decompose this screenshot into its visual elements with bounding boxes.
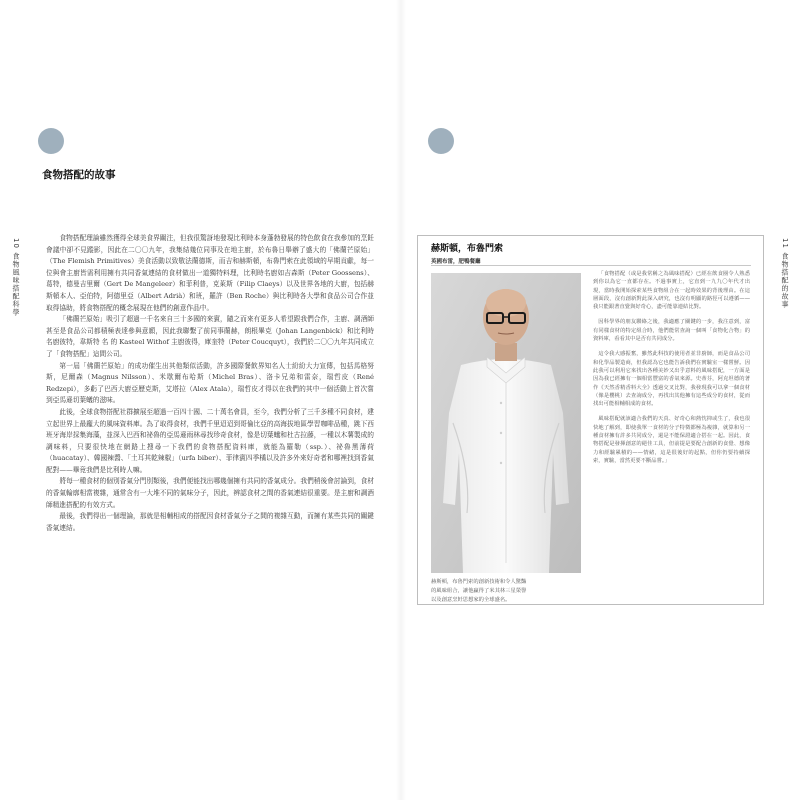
chapter-title: 食物搭配的故事 bbox=[42, 169, 116, 181]
sidebar-text bbox=[593, 270, 750, 472]
body-paragraph: 最後，我們得出一個理論，那就是相輔相成的搭配因食材香氣分子之間的複雜互動，而擁有某些共同的關鍵香氣連結。 bbox=[46, 512, 374, 532]
sidebar-paragraph: 因科學界的朋友聯絡之後，我適應了關鍵的一步，我注意到，富有同樣食材的特定組合時，他們能常查詢一個叫「食物化合物」的資料庫，看看其中是否有共同成分。 bbox=[593, 319, 750, 343]
sidebar-paragraph: 「食物搭配（或是我常稱之為風味搭配）已經在飲食圈令人熟悉到你以為它一直都存在。不過事實上，它直到一九九〇年代才出現，當時我開始探索某些食物組合在一起時效果的背後理由。在這層面段，沒有創新對此深入研究，也沒有明顯的路徑可以遵循——我只能跟著直覺與好奇心，盡可能靠連結比對。 bbox=[593, 271, 750, 311]
chef-portrait-photo bbox=[431, 273, 581, 573]
right-running-head-text: 食物搭配的故事 bbox=[781, 252, 789, 309]
right-page-number: 11 bbox=[781, 238, 789, 249]
left-running-head bbox=[11, 238, 21, 316]
body-text bbox=[46, 233, 374, 534]
body-paragraph: 此後，全球食物搭配社群擴展至超過一百四十國、二十萬名會員，至今，我們分析了三千多種不同食材，建立起世界上最龐大的風味資料庫。為了取得食材，我們千里迢迢到哥倫比亞的高海拔地區學習咖啡品種，跳下西班牙海岸採集海藻，並深入巴西和祕魯的亞馬遜雨林尋找珍奇食材，像是切葉蟻和杜古拉藤，一種以木薯製成的調味料，只要很快地在網路上搜尋一下我們的食物搭配資料庫，就能為羅勒（ssp.）、祕魯黑薄荷（huacatay）、韓國辣醬、「土耳其乾辣椒」（urfa biber）、菲律賓四季橘以及許多外來好奇者和哪裡找到香氣配對——畢竟我們是比利時人嘛。 bbox=[46, 407, 374, 474]
body-paragraph: 第一屆「佛蘭芒原始」的成功催生出其他類似活動，許多國際餐飲界知名人士紛紛大力宣傳，包括馬格努斯，尼爾森（Magnus Nilsson）、米歇爾布哈斯（Michel Bras）、洛卡兄弟和雷奈，瑞哲皮（René Redzepi），多虧了巴西大廚亞歷克斯，艾塔拉（Alex Atala），瑞哲皮才得以在我們的其中一個活動上首次嘗到亞馬遜切葉蟻的滋味。 bbox=[46, 361, 374, 405]
left-tab-circle bbox=[38, 128, 64, 154]
sidebar-paragraph: 風味搭配就該適合我們的天真、好奇心和熱忱抑或生了，我也很快地了解到，即使我單一食材的分子特徵都極為複雜，就算和另一種食材擁有許多共同成分，還是不能保證適合搭在一起。因此，食物搭配是發揮創意的絕佳工具，但前提是要配合創新的食覺、想像力和經驗累積的——情緒，這是很後好的起點，但你仍要持續探索，實驗，當然更要不斷品嘗。」 bbox=[593, 416, 750, 464]
sidebar-title: 赫斯頓，布魯門索 bbox=[431, 244, 504, 254]
right-running-head bbox=[780, 238, 790, 308]
sidebar-divider bbox=[431, 265, 751, 266]
left-running-head-text: 食物風味搭配科學 bbox=[12, 252, 20, 317]
right-tab-circle bbox=[428, 128, 454, 154]
body-paragraph: 將每一種食材的個別香氣分門別類後，我們便能找出哪幾個擁有共同的香氣成分。我們稍後會討論到，食材的香氣輪廓相當複雜，通常含有一大堆不同的氣味分子，因此，辨認食材之間的香氣連結很重要。是主廚和調酒師精進搭配的有效方式。 bbox=[46, 477, 374, 509]
body-paragraph: 食物搭配理論雖然獲得全球美食界關注，但我很驚訝地發現比利時本身蓬勃發展的特色飲食在我參加的烹飪會議中卻不見蹤影，因此在二〇〇九年，我集結幾位同事及在地主廚，於布魯日舉辦了盛大的「佛蘭芒原始」（The Flemish Primitives）美食活動以致敬法蘭德斯，而吉和赫斯頓，布魯門索在此領域的早期貢獻，每一位與會主廚皆需利用擁有共同香氣連結的食材做出一道獨特料理，比利時名廚如吉森斯（Peter Goossens）、葛特，德曼吉里爾（Gert De Mangeleer）和菲利普，克萊斯（Filip Claeys）以及世界各地的大廚，包括赫斯頓本人、亞伯特，阿德里亞（Albert Adrià）和班，羅許（Ben Roche）與比利時各大學和食品公司合作並取得協助，將食物搭配的概念展現在他們的創意作品中。 bbox=[46, 234, 374, 312]
body-paragraph: 「佛蘭芒原始」吸引了超過一千名來自三十多國的來賓，隨之而來有更多人希望跟我們合作，主廚、調酒師甚至是食品公司都積極表達參與意願，因此我聯繫了前同事蘭赫，朗根畢克（Johan Langenbick）和比利時名廚彼特，韋斯特 名 的 Kasteel Withof 主廚彼得，庫奎特（Peter Coucquyt），我們於二〇〇九年共同成立了「食物搭配」這間公司。 bbox=[46, 315, 374, 358]
chef-portrait-image bbox=[431, 273, 581, 573]
left-page-number: 10 bbox=[12, 238, 20, 249]
sidebar-paragraph: 這令我大感振奮，雖然此科技的使用者並非廚師，而是食品公司和化學品製造商，但我認為它也能告訴我們在實驗室一樣嘗鮮。因此我可以利用它來找出各種美妙又出乎意料的風味搭配，一方面是因為我已經擁有一個相當豐富的香氣來源。史蒂芬，阿克坦德的著作《天然香精香料大全》透過交叉比對，我發現我可以拿一個食材（像是櫻桃）去查詢成分，再找出其他擁有這些成分的食材，從而找出可能相輔相成的食材。 bbox=[593, 351, 750, 408]
gutter-shadow bbox=[396, 0, 406, 800]
photo-caption: 赫斯頓，布魯門索的創新技術和令人驚豔的風味組合，讓他贏得了米其林三星榮譽以及創意烹飪思想家的全球盛名。 bbox=[431, 579, 527, 603]
sidebar-subtitle: 英國布雷，肥鴨餐廳 bbox=[431, 259, 481, 265]
